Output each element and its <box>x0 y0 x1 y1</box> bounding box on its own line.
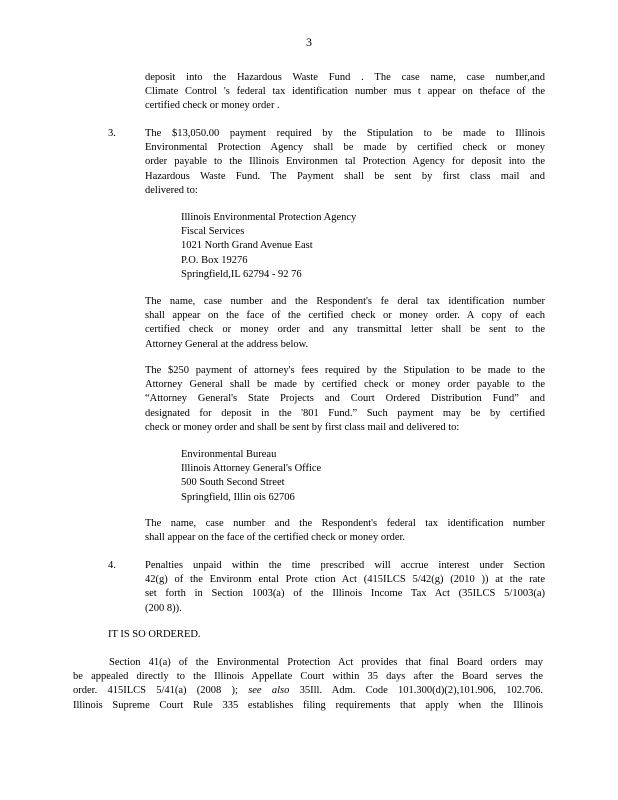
text-line: certified check or money order and any transmittal letter shall be sent to the <box>145 324 545 336</box>
text-line: check or money order and shall be sent by first class mail and delivered to: <box>145 421 460 433</box>
text-line: be appealed directly to the Illinois Appellate Court within 35 days after the Board serves the <box>73 671 543 683</box>
text-line: The $250 payment of attorney's fees required by the Stipulation to be made to the <box>145 365 545 376</box>
text-line: 42(g) of the Environm ental Prote ction Act (415ILCS 5/42(g) (2010 )) at the rate <box>145 574 545 586</box>
text-line: Environmental Protection Agency shall be made by certified check or money <box>145 142 545 154</box>
text-line: “Attorney General's State Projects and Court Ordered Distribution Fund” and <box>145 393 545 405</box>
address-line: Illinois Attorney General's Office <box>181 463 322 475</box>
text-line: The $13,050.00 payment required by the Stipulation to be made to Illinois <box>145 128 545 139</box>
text-line: Climate Control 's federal tax identification number mus t appear on theface of the <box>145 86 545 98</box>
item-3-paragraph-2 <box>145 295 545 352</box>
text-line: designated for deposit in the '801 Fund.” Such payment may be by certified <box>145 407 545 419</box>
text-line: order payable to the Illinois Environmen tal Protection Agency for deposit into the <box>145 156 545 168</box>
text-line: Attorney General shall be made by certified check or money order payable to the <box>145 379 545 391</box>
text-line: certified check or money order . <box>145 100 280 112</box>
address-line: Illinois Environmental Protection Agency <box>181 212 357 223</box>
address-line: Fiscal Services <box>181 226 245 238</box>
text-line: The name, case number and the Respondent's federal tax identification number <box>145 518 545 529</box>
text-line: delivered to: <box>145 184 198 196</box>
citation-text: order. 415ILCS 5/41(a) (2008 ); <box>73 685 249 697</box>
text-line: Attorney General at the address below. <box>145 338 309 350</box>
text-line: The name, case number and the Respondent's fe deral tax identification number <box>145 296 545 307</box>
item-3-paragraph-1 <box>145 127 545 198</box>
address-line: P.O. Box 19276 <box>181 254 248 266</box>
address-block-attorney-general <box>181 448 541 505</box>
citation-text: 35Ill. Adm. Code 101.300(d)(2),101.906, 102.706. <box>289 685 544 697</box>
text-line: Illinois Supreme Court Rule 335 establishes filing requirements that apply when the Illinois <box>73 699 543 711</box>
address-line: 500 South Second Street <box>181 477 285 489</box>
see-also-signal: see also <box>248 685 290 697</box>
item-3-number: 3. <box>108 128 116 139</box>
text-line: shall appear on the face of the certified check or money order. A copy of each <box>145 310 545 322</box>
text-line: Hazardous Waste Fund. The Payment shall be sent by first class mail and <box>145 170 545 182</box>
address-line: 1021 North Grand Avenue East <box>181 240 313 252</box>
text-line: Penalties unpaid within the time prescribed will accrue interest under Section <box>145 560 545 571</box>
text-line: (200 8)). <box>145 602 182 614</box>
address-line: Environmental Bureau <box>181 449 277 460</box>
text-line-citation <box>73 684 543 698</box>
so-ordered-line <box>108 628 201 642</box>
text-line: deposit into the Hazardous Waste Fund . The case name, case number,and <box>145 72 545 83</box>
address-line: Springfield, Illin ois 62706 <box>181 491 295 503</box>
address-block-epa <box>181 211 541 282</box>
appeal-paragraph <box>73 656 543 713</box>
intro-paragraph <box>145 71 545 114</box>
text-line: Section 41(a) of the Environmental Protection Act provides that final Board orders may <box>109 657 543 668</box>
item-3-paragraph-3 <box>145 364 545 435</box>
item-4-paragraph <box>145 559 545 616</box>
text-line: shall appear on the face of the certified check or money order. <box>145 532 406 544</box>
text-line: set forth in Section 1003(a) of the Illinois Income Tax Act (35ILCS 5/1003(a) <box>145 588 545 600</box>
so-ordered-text: IT IS SO ORDERED. <box>108 629 201 640</box>
item-3-paragraph-4 <box>145 517 545 545</box>
page-number: 3 <box>306 35 312 49</box>
item-4-number: 4. <box>108 560 116 571</box>
address-line: Springfield,IL 62794 - 92 76 <box>181 268 302 280</box>
